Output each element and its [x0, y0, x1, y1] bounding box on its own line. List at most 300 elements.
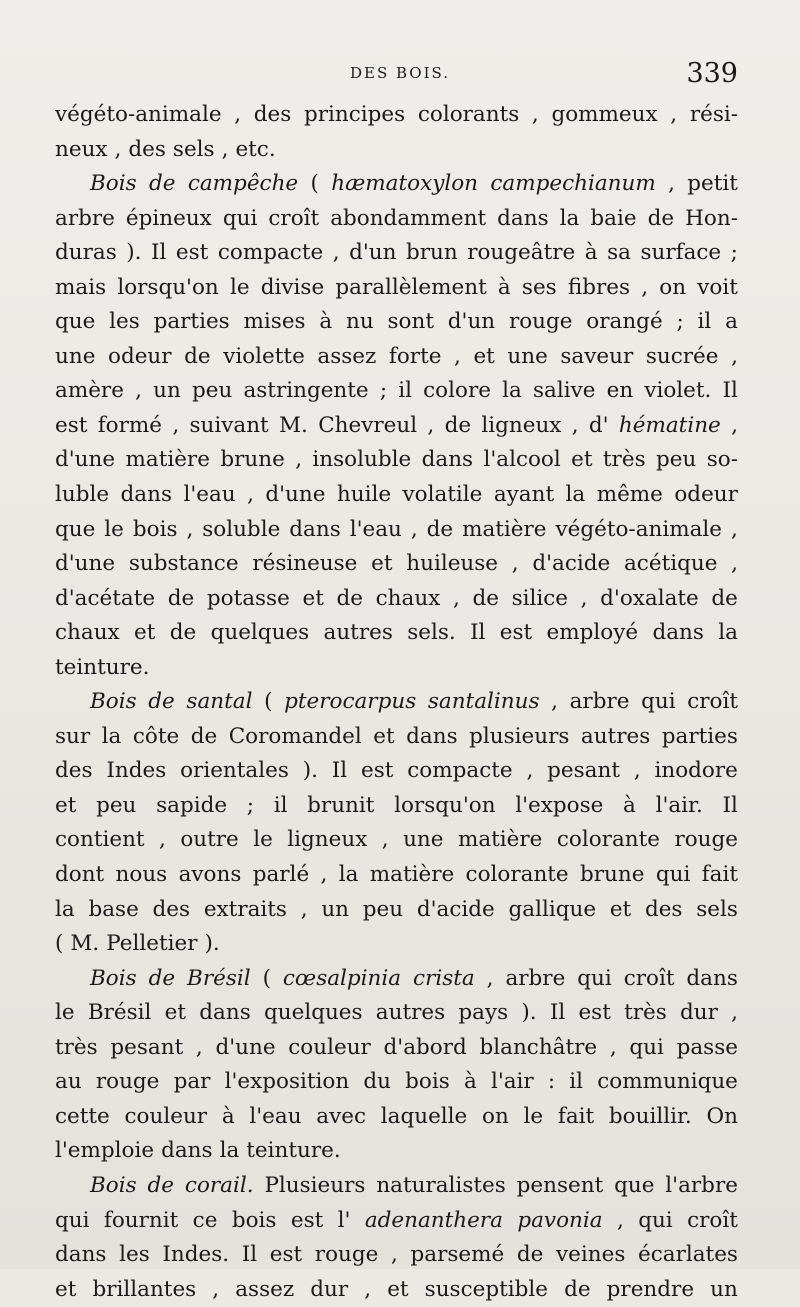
word: lorsqu'on [117, 274, 219, 300]
word: silice [511, 585, 569, 611]
word: l'eau [183, 482, 236, 508]
word: le [104, 516, 124, 542]
word: Il [549, 1000, 566, 1026]
word: et [473, 343, 495, 369]
word: il [273, 792, 288, 818]
word: dans [161, 1138, 213, 1164]
word: une [403, 827, 444, 853]
text-line [55, 823, 738, 858]
text-line [55, 754, 738, 789]
word: de [564, 1276, 591, 1302]
word: base [88, 896, 139, 922]
text-line [55, 996, 738, 1031]
word: d'une [265, 482, 326, 508]
word: l'eau [349, 516, 402, 542]
word: d'une [215, 1034, 276, 1060]
word: rougeâtre [467, 240, 576, 266]
word: sels [696, 896, 738, 922]
word: chaux [55, 620, 120, 646]
word: à [497, 274, 511, 300]
word: couleur [288, 1034, 371, 1060]
word: par [173, 1069, 211, 1095]
word: , [381, 827, 389, 853]
word: est [55, 412, 88, 438]
word: , [172, 412, 180, 438]
italic-word: de [147, 1172, 175, 1198]
word: , [633, 758, 641, 784]
word: Indes. [162, 1242, 230, 1268]
word: la [101, 723, 122, 749]
word: astringente [243, 378, 369, 404]
word: insoluble [312, 447, 412, 473]
word: la [219, 1138, 240, 1164]
word: dans [289, 516, 341, 542]
word: violet. [644, 378, 712, 404]
word: Coromandel [228, 723, 362, 749]
word: , [114, 136, 122, 162]
word: autres [323, 620, 393, 646]
word: dans [686, 965, 738, 991]
word: gommeux [551, 102, 658, 127]
word: peu [656, 447, 697, 473]
word: huile [336, 482, 392, 508]
word: croît [687, 689, 738, 715]
word: est [269, 1242, 303, 1268]
word: est [578, 1000, 611, 1026]
word: de [711, 585, 738, 611]
text-line [55, 962, 738, 997]
word: et [609, 896, 632, 922]
word: végéto-animale [555, 516, 723, 542]
word: très [624, 1000, 667, 1026]
word: , [571, 412, 579, 438]
word: , [332, 240, 340, 266]
word: même [596, 482, 663, 508]
word: et [302, 585, 324, 611]
word: , [486, 965, 494, 991]
word: et [55, 792, 77, 818]
word: qui [55, 1207, 90, 1233]
word: cette [55, 1103, 110, 1129]
word: à [221, 1103, 235, 1129]
italic-word: santalinus [427, 689, 540, 715]
page-number: 339 [686, 58, 738, 89]
word: la [565, 482, 586, 508]
italic-word: Bois [90, 965, 137, 991]
text-line [55, 409, 738, 444]
word: rouge [314, 1242, 379, 1268]
word: d'oxalate [600, 585, 699, 611]
word: bois [405, 1069, 450, 1095]
word: ayant [493, 482, 555, 508]
word: substance [128, 551, 239, 577]
word: Hon- [685, 205, 738, 231]
word: très [55, 1034, 98, 1060]
word: l'emploie [55, 1138, 155, 1164]
word: d'acide [532, 551, 611, 577]
word: autres [580, 723, 651, 749]
word: qui [577, 965, 612, 991]
word: à [463, 1069, 477, 1095]
word: saveur [560, 343, 634, 369]
text-line [55, 513, 738, 548]
word: , [454, 343, 461, 369]
word: sont [387, 309, 434, 335]
word: que [55, 309, 96, 335]
word: une [507, 343, 548, 369]
word: rouge [674, 827, 738, 853]
word: la [718, 620, 738, 646]
word: forte [388, 343, 442, 369]
text-line [55, 1273, 738, 1307]
word: rouge [508, 309, 573, 335]
word: duras [55, 240, 117, 266]
word: sucrée [645, 343, 719, 369]
word: , [320, 862, 328, 888]
word: teinture. [55, 654, 150, 680]
text-line [55, 1169, 738, 1204]
word: ; [676, 309, 684, 335]
word: et [371, 551, 393, 577]
word: bouillir. [608, 1103, 692, 1129]
word: ( [262, 965, 271, 991]
text-line [55, 547, 738, 582]
word: et [571, 447, 593, 473]
word: contient [55, 827, 145, 853]
text-line [55, 1134, 738, 1169]
word: colorante [556, 827, 660, 853]
word: peu [191, 378, 233, 404]
word: , [731, 343, 738, 369]
word: , [641, 274, 649, 300]
word: susceptible [424, 1276, 548, 1302]
word: , [391, 1242, 398, 1268]
italic-word: santal [186, 689, 253, 715]
word: avons [178, 862, 242, 888]
word: on [482, 1103, 509, 1129]
word: fibres [567, 274, 631, 300]
word: etc. [235, 136, 276, 162]
word: les [109, 309, 140, 335]
word: et [55, 1276, 77, 1302]
word: des [152, 896, 191, 922]
word: qui [638, 1207, 673, 1233]
word: écarlates [638, 1242, 738, 1268]
word: a [725, 309, 738, 335]
italic-word: crista [413, 965, 475, 991]
word: bois [231, 1207, 277, 1233]
word: , [609, 1034, 617, 1060]
word: Il [151, 240, 167, 266]
word: dans [199, 1000, 251, 1026]
word: surface [640, 240, 722, 266]
word: sels [172, 136, 215, 162]
italic-word: Bois [90, 171, 137, 197]
word: brune [220, 447, 285, 473]
italic-word: pavonia [517, 1207, 603, 1233]
text-line [55, 167, 738, 202]
word: d'un [349, 240, 397, 266]
word: odeur [108, 343, 172, 369]
word: avec [316, 1103, 367, 1129]
word: brillantes [92, 1276, 197, 1302]
text-line [55, 927, 738, 962]
word: l'exposition [224, 1069, 350, 1095]
word: dans [406, 723, 458, 749]
word: , [531, 102, 539, 127]
word: dans [55, 1242, 107, 1268]
word: , [427, 412, 435, 438]
word: passe [676, 1034, 738, 1060]
word: assez [235, 1276, 295, 1302]
word: l' [337, 1207, 351, 1233]
word: des [128, 136, 166, 162]
italic-word: campêche [187, 171, 299, 197]
word: l'eau [249, 1103, 302, 1129]
word: les [119, 1242, 150, 1268]
word: ce [192, 1207, 218, 1233]
word: assez [317, 343, 377, 369]
word: à [319, 309, 333, 335]
word: autres [375, 1000, 446, 1026]
word: le [253, 827, 273, 853]
text-line [55, 1065, 738, 1100]
word: , [580, 585, 588, 611]
word: peu [362, 896, 404, 922]
word: odeur [674, 482, 738, 508]
text-line [55, 340, 738, 375]
word: ). [302, 758, 318, 784]
word: amère [55, 378, 124, 404]
word: végéto-animale [55, 102, 222, 127]
word: soluble [202, 516, 281, 542]
word: est [499, 620, 533, 646]
text-line [55, 133, 738, 168]
word: fait [557, 1103, 595, 1129]
word: très [602, 447, 646, 473]
word: luble [55, 482, 110, 508]
word: croît [623, 965, 675, 991]
italic-word: Bois [90, 1172, 137, 1198]
word: voit [697, 274, 738, 300]
text-line [55, 202, 738, 237]
word: il [398, 378, 412, 404]
word: employé [546, 620, 639, 646]
word: des [253, 102, 292, 127]
word: rési- [689, 102, 738, 127]
word: à [584, 240, 598, 266]
word: , [551, 689, 558, 715]
word: M. [70, 931, 100, 957]
word: colorants [417, 102, 520, 127]
word: l'alcool [483, 447, 561, 473]
word: parties [661, 723, 738, 749]
word: On [706, 1103, 738, 1129]
word: ; [730, 240, 738, 266]
word: nous [115, 862, 168, 888]
word: , [511, 551, 519, 577]
running-head: DES BOIS. [349, 64, 451, 82]
word: ; [246, 792, 255, 818]
word: ). [521, 1000, 537, 1026]
word: est [290, 1207, 324, 1233]
text-line [55, 1100, 738, 1135]
word: dans [652, 620, 704, 646]
word: , [731, 551, 738, 577]
word: petit [687, 171, 738, 197]
word: pensent [516, 1172, 604, 1198]
italic-word: Bois [90, 689, 137, 715]
word: d'abord [383, 1034, 467, 1060]
word: le [523, 1103, 544, 1129]
word: blanchâtre [479, 1034, 598, 1060]
word: ( [310, 171, 319, 197]
text-line [55, 616, 738, 651]
word: ). [204, 931, 220, 957]
word: ligneux [287, 827, 368, 853]
word: inodore [654, 758, 738, 784]
word: laquelle [380, 1103, 468, 1129]
word: la [55, 896, 75, 922]
word: de [169, 620, 197, 646]
word: , [364, 1276, 372, 1302]
word: baie [590, 205, 637, 231]
italic-word: hématine [618, 412, 721, 438]
word: , [159, 827, 166, 853]
word: , [731, 412, 738, 438]
word: salive [532, 378, 596, 404]
text-line [55, 685, 738, 720]
word: quelques [210, 620, 310, 646]
word: qui [629, 1034, 664, 1060]
word: dans [421, 447, 474, 473]
word: l'expose [515, 792, 604, 818]
word: , [234, 102, 242, 127]
word: violette [223, 343, 305, 369]
word: , [731, 1000, 738, 1026]
italic-word: de [148, 689, 175, 715]
word: l'air [490, 1069, 534, 1095]
word: orientales [180, 758, 289, 784]
word: de [647, 205, 675, 231]
word: de [516, 1242, 544, 1268]
word: brunit [307, 792, 375, 818]
word: croît [268, 205, 320, 231]
italic-word: hæmatoxylon [331, 171, 479, 197]
word: on [659, 274, 687, 300]
text-line [55, 305, 738, 340]
word: matière [369, 862, 455, 888]
word: ligneux [481, 412, 562, 438]
word: et [164, 1000, 187, 1026]
text-line [55, 478, 738, 513]
word: fait [701, 862, 738, 888]
word: matière [462, 516, 547, 542]
word: pays [458, 1000, 509, 1026]
text-line [55, 236, 738, 271]
word: un [710, 1276, 738, 1302]
word: sa [607, 240, 631, 266]
word: arbre [55, 205, 115, 231]
word: parsemé [410, 1242, 505, 1268]
word: et [134, 620, 156, 646]
word: à [623, 792, 636, 818]
word: la [559, 205, 580, 231]
word: dont [55, 862, 105, 888]
word: la [338, 862, 359, 888]
text-line [55, 789, 738, 824]
word: , [670, 102, 678, 127]
word: d'une [55, 551, 116, 577]
word: côte [132, 723, 180, 749]
word: arbre [505, 965, 566, 991]
word: so- [706, 447, 738, 473]
word: suivant [189, 412, 269, 438]
word: , [195, 1034, 203, 1060]
word: croît [687, 1207, 738, 1233]
word: de [167, 585, 195, 611]
word: , [616, 1207, 624, 1233]
italic-word: adenanthera [364, 1207, 503, 1233]
word: de [472, 585, 499, 611]
word: que [55, 516, 96, 542]
word: plusieurs [469, 723, 570, 749]
word: Il [722, 792, 738, 818]
italic-word: de [148, 965, 176, 991]
text-line [55, 1204, 738, 1239]
word: , [212, 1276, 220, 1302]
word: parallèlement [335, 274, 487, 300]
word: , [221, 136, 229, 162]
word: d' [588, 412, 609, 438]
word: Plusieurs [264, 1172, 366, 1198]
word: chaux [375, 585, 441, 611]
text-line [55, 1031, 738, 1066]
word: Indes [106, 758, 167, 784]
word: d'acétate [55, 585, 156, 611]
word: colorante [465, 862, 569, 888]
word: acétique [623, 551, 718, 577]
word: ). [126, 240, 142, 266]
word: , [526, 758, 534, 784]
word: M. [279, 412, 308, 438]
word: parties [153, 309, 230, 335]
word: volatile [402, 482, 483, 508]
word: , [452, 585, 460, 611]
word: mais [55, 274, 107, 300]
word: qui [655, 862, 691, 888]
word: huileuse [406, 551, 499, 577]
word: Il [241, 1242, 258, 1268]
word: pesant [110, 1034, 184, 1060]
word: d'un [447, 309, 496, 335]
word: au [55, 1069, 82, 1095]
word: , [247, 482, 254, 508]
word: du [363, 1069, 391, 1095]
word: teinture. [246, 1138, 341, 1164]
word: Brésil [87, 1000, 152, 1026]
word: communique [597, 1069, 738, 1095]
word: est [175, 240, 209, 266]
italic-word: cœsalpinia [282, 965, 402, 991]
word: de [336, 585, 363, 611]
word: il [697, 309, 712, 335]
word: fournit [103, 1207, 179, 1233]
word: , [295, 447, 303, 473]
word: naturalistes [376, 1172, 506, 1198]
word: quelques [263, 1000, 363, 1026]
word: résineuse [252, 551, 358, 577]
